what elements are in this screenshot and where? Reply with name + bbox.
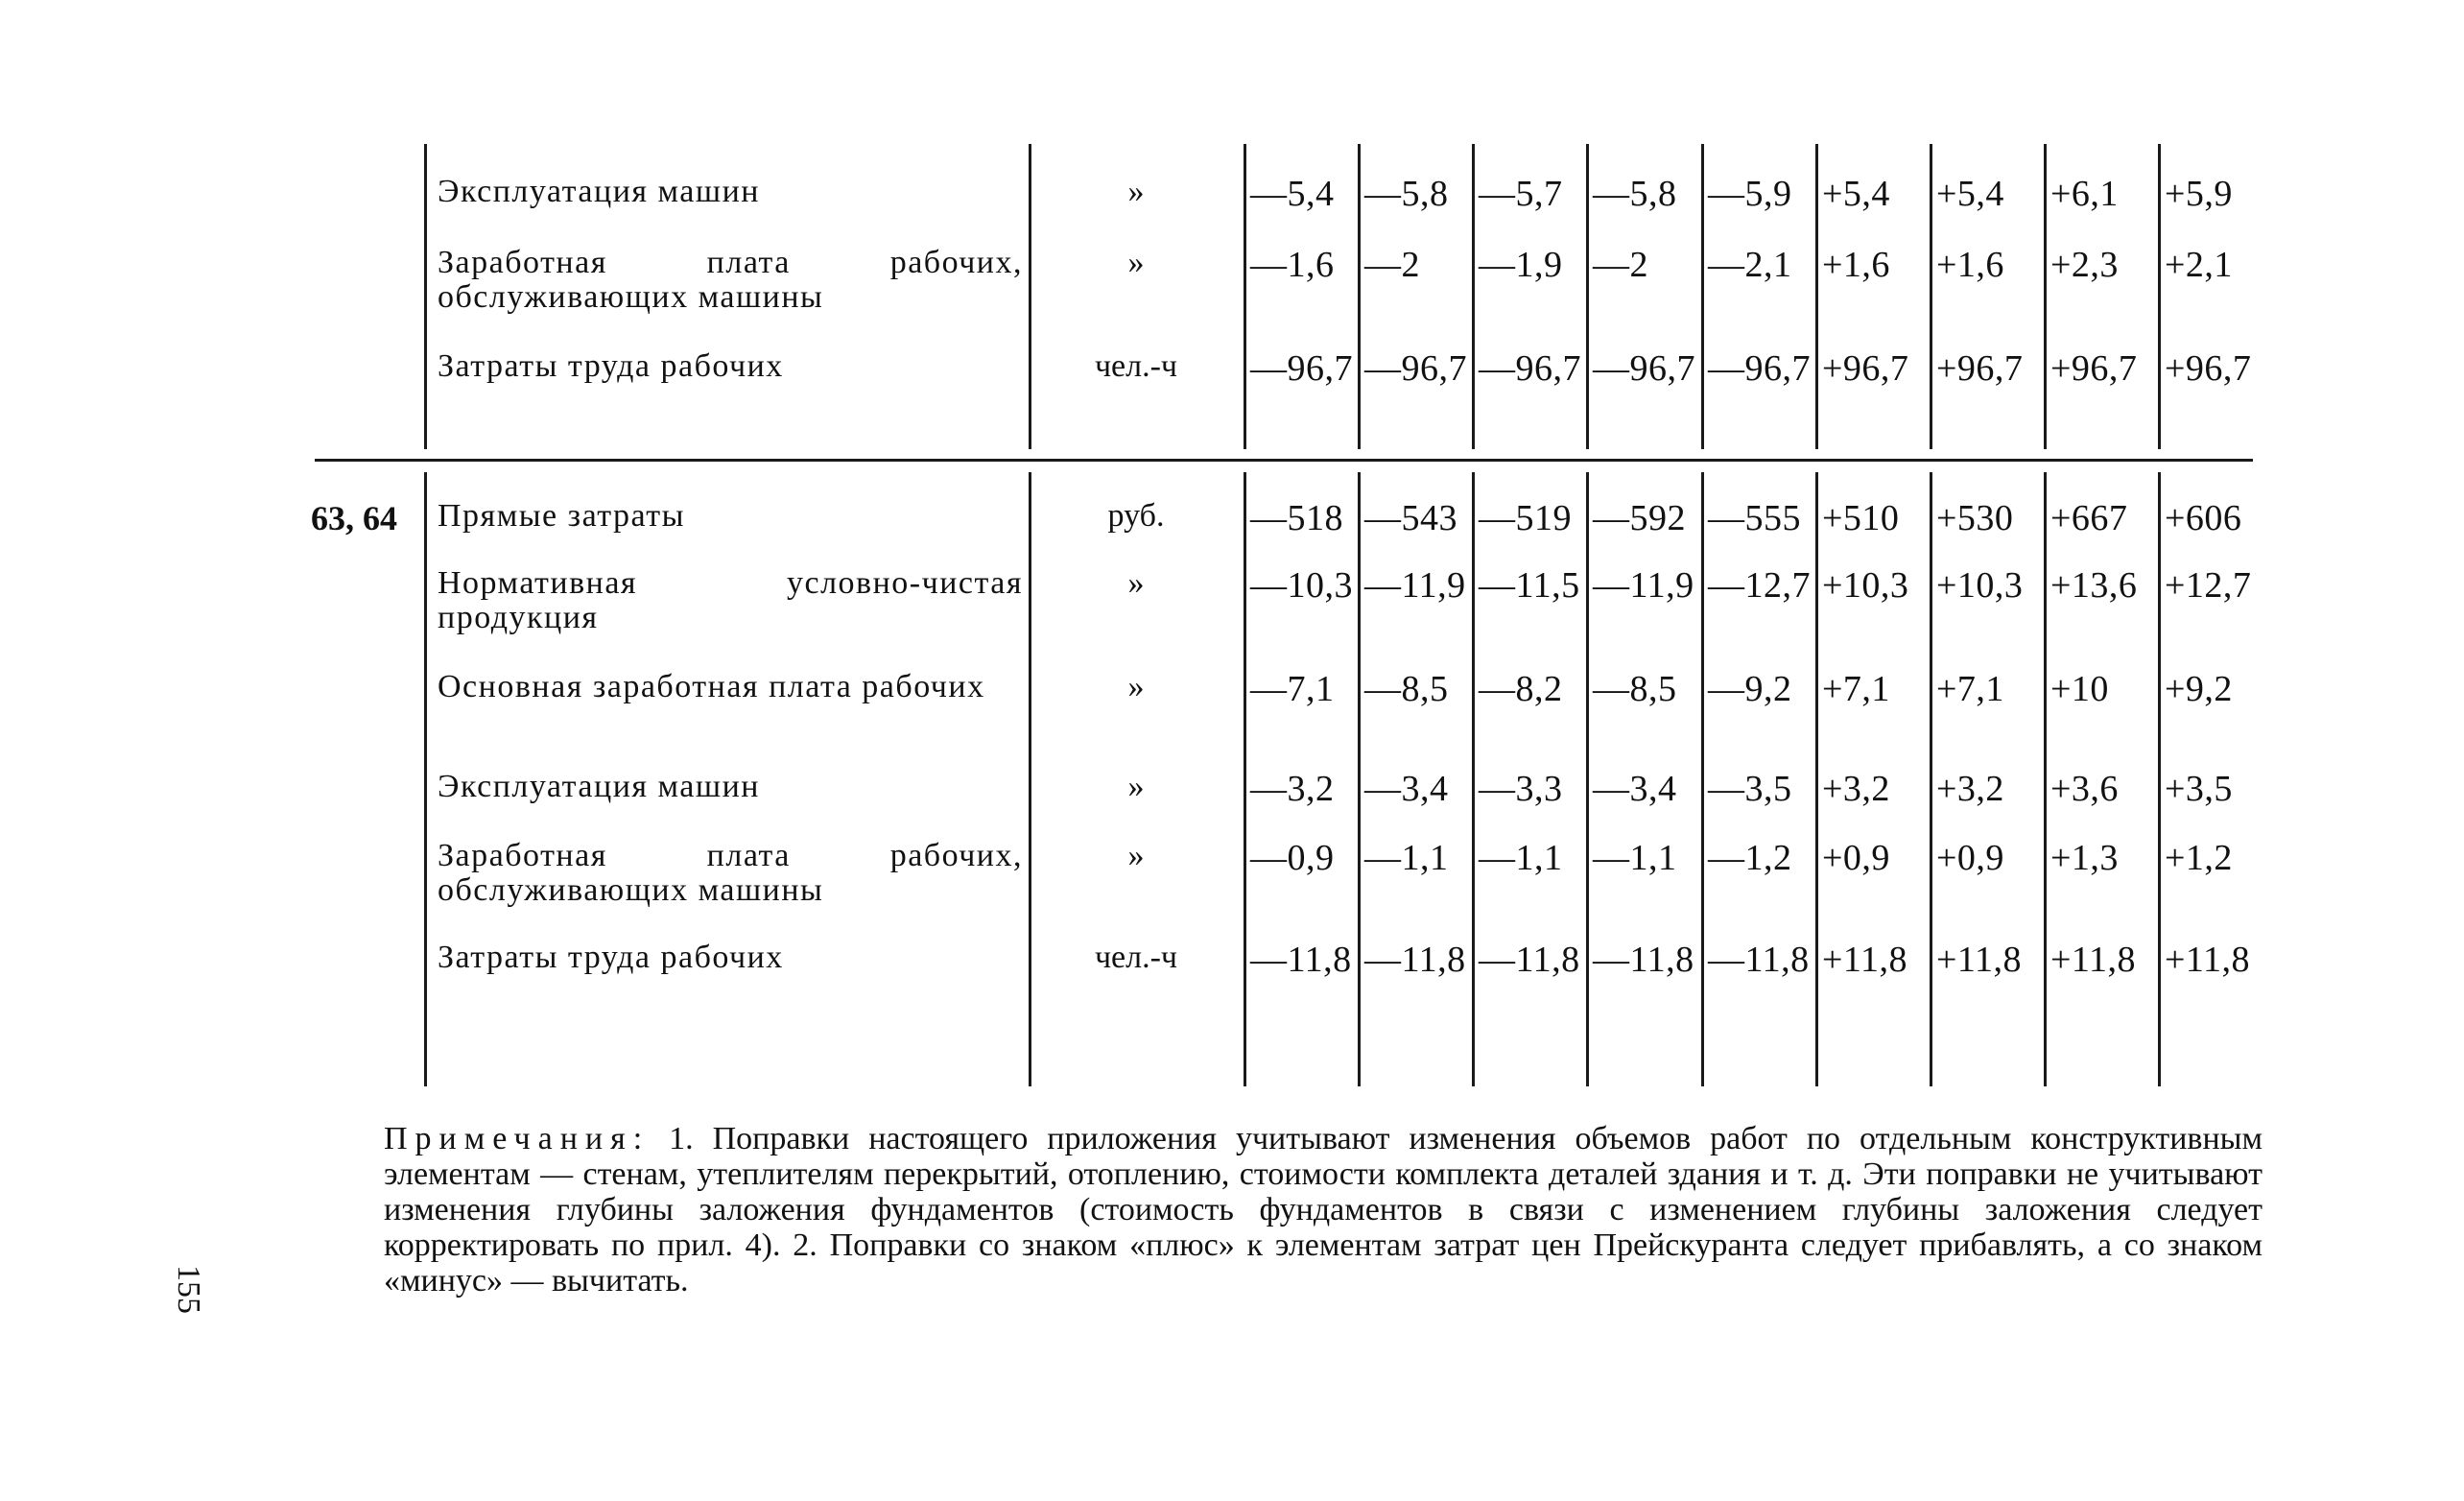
row-label: Нормативная условно-чистая продукция <box>438 565 1023 635</box>
value-cell: —5,4 <box>1250 174 1335 214</box>
row-label: Заработная плата рабочих, обслуживающих машины <box>438 245 1023 315</box>
grid-line <box>1244 144 1246 449</box>
grid-line <box>1701 472 1704 1086</box>
value-cell: —5,8 <box>1593 174 1677 214</box>
value-cell: —9,2 <box>1708 669 1792 709</box>
value-cell: —5,8 <box>1364 174 1449 214</box>
value-cell: +96,7 <box>1936 348 2024 389</box>
grid-line <box>1244 472 1246 1086</box>
grid-line <box>2158 144 2161 449</box>
grid-line <box>1701 144 1704 449</box>
value-cell: —1,6 <box>1250 245 1335 285</box>
value-cell: —592 <box>1593 498 1686 538</box>
value-cell: —2 <box>1364 245 1420 285</box>
grid-line <box>1815 144 1818 449</box>
grid-line <box>1586 472 1589 1086</box>
value-cell: —96,7 <box>1364 348 1467 389</box>
value-cell: —11,8 <box>1708 940 1810 980</box>
row-unit: » <box>1127 838 1145 873</box>
grid-line <box>1358 144 1361 449</box>
value-cell: +10 <box>2050 669 2109 709</box>
value-cell: —3,3 <box>1479 769 1563 809</box>
row-unit: » <box>1127 174 1145 209</box>
row-unit: чел.-ч <box>1094 940 1178 975</box>
grid-line <box>1472 144 1475 449</box>
grid-line <box>2158 472 2161 1086</box>
value-cell: +5,9 <box>2165 174 2233 214</box>
row-label: Заработная плата рабочих, обслуживающих машины <box>438 838 1023 908</box>
grid-line <box>1472 472 1475 1086</box>
value-cell: +0,9 <box>1936 838 2004 878</box>
value-cell: —1,1 <box>1593 838 1677 878</box>
value-cell: —96,7 <box>1250 348 1353 389</box>
value-cell: —555 <box>1708 498 1801 538</box>
value-cell: +96,7 <box>2165 348 2252 389</box>
value-cell: —96,7 <box>1479 348 1581 389</box>
value-cell: +3,2 <box>1936 769 2004 809</box>
value-cell: +3,5 <box>2165 769 2233 809</box>
value-cell: —2 <box>1593 245 1648 285</box>
value-cell: —519 <box>1479 498 1572 538</box>
value-cell: —11,5 <box>1479 565 1580 606</box>
row-label: Основная заработная плата рабочих <box>438 669 985 704</box>
row-label: Эксплуатация машин <box>438 769 760 804</box>
row-unit: » <box>1127 669 1145 704</box>
value-cell: +11,8 <box>1822 940 1908 980</box>
value-cell: —96,7 <box>1593 348 1695 389</box>
value-cell: —518 <box>1250 498 1343 538</box>
value-cell: —10,3 <box>1250 565 1353 606</box>
value-cell: +1,3 <box>2050 838 2119 878</box>
value-cell: —3,5 <box>1708 769 1792 809</box>
value-cell: —96,7 <box>1708 348 1811 389</box>
value-cell: +96,7 <box>2050 348 2138 389</box>
value-cell: +5,4 <box>1936 174 2004 214</box>
value-cell: —1,9 <box>1479 245 1563 285</box>
item-number: 63, 64 <box>311 499 397 537</box>
value-cell: +3,6 <box>2050 769 2119 809</box>
value-cell: +9,2 <box>2165 669 2233 709</box>
value-cell: +510 <box>1822 498 1900 538</box>
value-cell: +606 <box>2165 498 2242 538</box>
row-label: Прямые затраты <box>438 498 685 534</box>
value-cell: +530 <box>1936 498 2014 538</box>
value-cell: +13,6 <box>2050 565 2138 606</box>
value-cell: +0,9 <box>1822 838 1890 878</box>
value-cell: +12,7 <box>2165 565 2252 606</box>
value-cell: —11,8 <box>1593 940 1694 980</box>
value-cell: —8,5 <box>1364 669 1449 709</box>
value-cell: —1,2 <box>1708 838 1792 878</box>
row-label: Затраты труда рабочих <box>438 940 784 975</box>
value-cell: +11,8 <box>1936 940 2023 980</box>
row-label: Затраты труда рабочих <box>438 348 784 384</box>
row-label: Эксплуатация машин <box>438 174 760 209</box>
grid-line <box>424 144 427 449</box>
value-cell: +1,6 <box>1822 245 1890 285</box>
grid-line <box>424 472 427 1086</box>
grid-line <box>1586 144 1589 449</box>
value-cell: —3,4 <box>1364 769 1449 809</box>
value-cell: +3,2 <box>1822 769 1890 809</box>
notes-paragraph <box>384 1121 2263 1298</box>
grid-line <box>1930 472 1932 1086</box>
value-cell: +11,8 <box>2050 940 2137 980</box>
value-cell: +1,6 <box>1936 245 2004 285</box>
value-cell: —8,2 <box>1479 669 1563 709</box>
value-cell: —11,8 <box>1364 940 1466 980</box>
grid-line <box>2044 472 2047 1086</box>
row-unit: » <box>1127 245 1145 280</box>
value-cell: —11,9 <box>1364 565 1466 606</box>
value-cell: +7,1 <box>1822 669 1890 709</box>
notes-text: 1. Поправки настоящего приложения учитывают изменения объемов работ по отдельным конструктивным элементам — стенам, утеплителям перекрытий, отоплению, стоимости комплекта деталей здания и т. д. Эти поправки не учитывают изменения глубины заложения фундаментов (стоимость фундаментов в связи с изменением глубины заложения следует корректировать по прил. 4). 2. Поправки со знаком «плюс» к элементам затрат цен Прейскуранта следует прибавлять, а со знаком «минус» — вычитать. <box>384 1121 2263 1298</box>
row-unit: » <box>1127 565 1145 601</box>
value-cell: —543 <box>1364 498 1457 538</box>
value-cell: —0,9 <box>1250 838 1335 878</box>
value-cell: +2,3 <box>2050 245 2119 285</box>
value-cell: —1,1 <box>1364 838 1449 878</box>
value-cell: —11,8 <box>1479 940 1580 980</box>
value-cell: —8,5 <box>1593 669 1677 709</box>
value-cell: +5,4 <box>1822 174 1890 214</box>
grid-line <box>1815 472 1818 1086</box>
value-cell: —3,4 <box>1593 769 1677 809</box>
section-divider <box>315 459 2253 462</box>
value-cell: +96,7 <box>1822 348 1909 389</box>
value-cell: —2,1 <box>1708 245 1792 285</box>
value-cell: +7,1 <box>1936 669 2004 709</box>
row-unit: руб. <box>1107 498 1165 534</box>
page-number: 155 <box>171 1265 206 1314</box>
value-cell: —12,7 <box>1708 565 1811 606</box>
value-cell: +667 <box>2050 498 2128 538</box>
value-cell: —3,2 <box>1250 769 1335 809</box>
value-cell: —7,1 <box>1250 669 1335 709</box>
value-cell: +10,3 <box>1936 565 2024 606</box>
row-unit: » <box>1127 769 1145 804</box>
value-cell: +1,2 <box>2165 838 2233 878</box>
value-cell: +11,8 <box>2165 940 2251 980</box>
grid-line <box>1358 472 1361 1086</box>
value-cell: +10,3 <box>1822 565 1909 606</box>
value-cell: —5,7 <box>1479 174 1563 214</box>
value-cell: —5,9 <box>1708 174 1792 214</box>
value-cell: —1,1 <box>1479 838 1563 878</box>
value-cell: +2,1 <box>2165 245 2233 285</box>
notes-heading: Примечания: <box>384 1121 651 1156</box>
value-cell: —11,9 <box>1593 565 1694 606</box>
grid-line <box>2044 144 2047 449</box>
row-unit: чел.-ч <box>1094 348 1178 384</box>
value-cell: —11,8 <box>1250 940 1352 980</box>
grid-line <box>1930 144 1932 449</box>
value-cell: +6,1 <box>2050 174 2119 214</box>
